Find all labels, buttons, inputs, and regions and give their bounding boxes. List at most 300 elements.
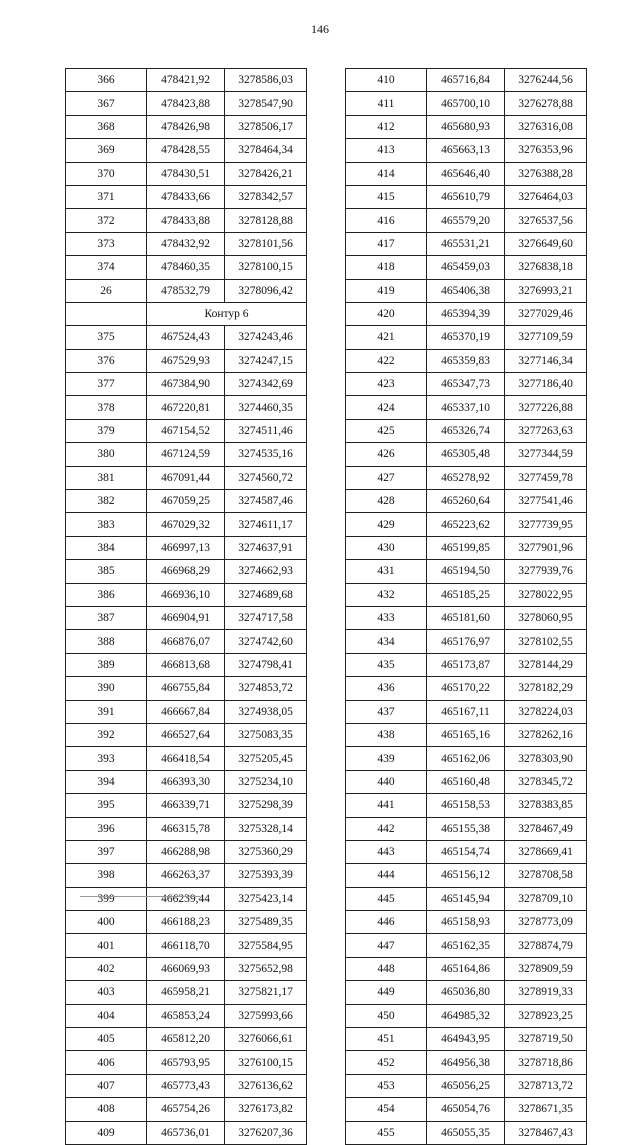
y-coordinate: 3276136,62 [225,1074,307,1097]
table-row [346,583,587,606]
table-row [346,69,587,92]
table-row [66,162,307,185]
x-coordinate: 466339,71 [147,794,225,817]
y-coordinate: 3278096,42 [225,279,307,302]
table-row [66,490,307,513]
y-coordinate: 3274560,72 [225,466,307,489]
point-number: 370 [66,162,147,185]
point-number: 439 [346,747,427,770]
x-coordinate: 466188,23 [147,911,225,934]
y-coordinate: 3278467,43 [505,1121,587,1144]
point-number: 402 [66,957,147,980]
x-coordinate: 466263,37 [147,864,225,887]
point-number: 367 [66,92,147,115]
point-number: 440 [346,770,427,793]
table-row [66,302,307,325]
table-row [346,162,587,185]
x-coordinate: 465853,24 [147,1004,225,1027]
x-coordinate: 465056,25 [427,1074,505,1097]
y-coordinate: 3278102,55 [505,630,587,653]
y-coordinate: 3278467,49 [505,817,587,840]
y-coordinate: 3275652,98 [225,957,307,980]
x-coordinate: 478433,88 [147,209,225,232]
table-row [346,957,587,980]
point-number: 416 [346,209,427,232]
table-row [346,934,587,957]
y-coordinate: 3274460,35 [225,396,307,419]
x-coordinate: 465579,20 [427,209,505,232]
table-row [66,536,307,559]
table-row [66,630,307,653]
y-coordinate: 3278224,03 [505,700,587,723]
y-coordinate: 3278874,79 [505,934,587,957]
point-number: 376 [66,349,147,372]
x-coordinate: 465223,62 [427,513,505,536]
point-number: 391 [66,700,147,723]
point-number: 428 [346,490,427,513]
y-coordinate: 3276173,82 [225,1098,307,1121]
point-number: 366 [66,69,147,92]
y-coordinate: 3277029,46 [505,302,587,325]
table-row [66,887,307,910]
y-coordinate: 3277901,96 [505,536,587,559]
y-coordinate: 3278506,17 [225,115,307,138]
page-number: 146 [311,22,329,36]
y-coordinate: 3278719,50 [505,1028,587,1051]
y-coordinate: 3278708,58 [505,864,587,887]
x-coordinate: 465958,21 [147,981,225,1004]
y-coordinate: 3278773,09 [505,911,587,934]
point-number: 454 [346,1098,427,1121]
table-row [346,326,587,349]
point-number: 414 [346,162,427,185]
y-coordinate: 3277263,63 [505,419,587,442]
x-coordinate: 467384,90 [147,373,225,396]
table-row [66,1074,307,1097]
x-coordinate: 466239,44 [147,887,225,910]
table-row [346,466,587,489]
table-row [346,139,587,162]
y-coordinate: 3276278,88 [505,92,587,115]
table-row [66,723,307,746]
table-row [346,373,587,396]
point-number: 444 [346,864,427,887]
x-coordinate: 466393,30 [147,770,225,793]
x-coordinate: 465165,16 [427,723,505,746]
point-number: 415 [346,185,427,208]
x-coordinate: 465036,80 [427,981,505,1004]
table-row [346,1098,587,1121]
y-coordinate: 3277109,59 [505,326,587,349]
point-number: 433 [346,606,427,629]
table-row [66,934,307,957]
table-row [346,653,587,676]
x-coordinate: 467059,25 [147,490,225,513]
point-number: 379 [66,419,147,442]
y-coordinate: 3278144,29 [505,653,587,676]
table-row [346,630,587,653]
point-number: 429 [346,513,427,536]
footer-divider [80,896,200,897]
y-coordinate: 3277344,59 [505,443,587,466]
table-row [346,1004,587,1027]
table-row [66,256,307,279]
table-row [66,69,307,92]
y-coordinate: 3276353,96 [505,139,587,162]
point-number: 383 [66,513,147,536]
x-coordinate: 465278,92 [427,466,505,489]
y-coordinate: 3278713,72 [505,1074,587,1097]
x-coordinate: 466315,78 [147,817,225,840]
y-coordinate: 3278182,29 [505,677,587,700]
point-number: 404 [66,1004,147,1027]
table-row [66,560,307,583]
y-coordinate: 3275360,29 [225,840,307,863]
table-row [66,794,307,817]
table-row [346,92,587,115]
y-coordinate: 3277939,76 [505,560,587,583]
x-coordinate: 465812,20 [147,1028,225,1051]
x-coordinate: 465663,13 [427,139,505,162]
point-number: 374 [66,256,147,279]
table-row [346,209,587,232]
x-coordinate: 465773,43 [147,1074,225,1097]
table-row [66,326,307,349]
table-row [346,443,587,466]
x-coordinate: 466936,10 [147,583,225,606]
y-coordinate: 3275584,95 [225,934,307,957]
y-coordinate: 3278923,25 [505,1004,587,1027]
x-coordinate: 465646,40 [427,162,505,185]
x-coordinate: 465736,01 [147,1121,225,1144]
coordinates-table-right-body [346,69,587,1145]
x-coordinate: 465680,93 [427,115,505,138]
x-coordinate: 465154,74 [427,840,505,863]
x-coordinate: 478460,35 [147,256,225,279]
table-row [346,256,587,279]
point-number: 441 [346,794,427,817]
table-row [66,349,307,372]
x-coordinate: 478430,51 [147,162,225,185]
table-row [346,396,587,419]
x-coordinate: 465326,74 [427,419,505,442]
y-coordinate: 3277226,88 [505,396,587,419]
x-coordinate: 465155,38 [427,817,505,840]
x-coordinate: 465305,48 [427,443,505,466]
table-row [66,513,307,536]
table-row [66,279,307,302]
y-coordinate: 3278345,72 [505,770,587,793]
point-number: 381 [66,466,147,489]
point-number: 392 [66,723,147,746]
x-coordinate: 478432,92 [147,232,225,255]
point-number: 437 [346,700,427,723]
point-number: 386 [66,583,147,606]
table-row [346,490,587,513]
point-number: 417 [346,232,427,255]
table-row [346,606,587,629]
x-coordinate: 465700,10 [427,92,505,115]
point-number: 390 [66,677,147,700]
point-number: 443 [346,840,427,863]
table-row [66,185,307,208]
y-coordinate: 3275393,39 [225,864,307,887]
point-number: 451 [346,1028,427,1051]
point-number: 388 [66,630,147,653]
x-coordinate: 467154,52 [147,419,225,442]
table-row [346,770,587,793]
y-coordinate: 3278128,88 [225,209,307,232]
x-coordinate: 465610,79 [427,185,505,208]
x-coordinate: 465754,26 [147,1098,225,1121]
point-number: 384 [66,536,147,559]
table-row [66,700,307,723]
table-row [66,115,307,138]
x-coordinate: 465394,39 [427,302,505,325]
point-number: 389 [66,653,147,676]
table-row [66,583,307,606]
point-number: 26 [66,279,147,302]
y-coordinate: 3275489,35 [225,911,307,934]
point-number: 455 [346,1121,427,1144]
contour-header: Контур 6 [147,302,307,325]
x-coordinate: 465158,93 [427,911,505,934]
y-coordinate: 3274243,46 [225,326,307,349]
x-coordinate: 465793,95 [147,1051,225,1074]
y-coordinate: 3274689,68 [225,583,307,606]
x-coordinate: 465194,50 [427,560,505,583]
x-coordinate: 478532,79 [147,279,225,302]
y-coordinate: 3276207,36 [225,1121,307,1144]
point-number: 406 [66,1051,147,1074]
point-number: 447 [346,934,427,957]
y-coordinate: 3275205,45 [225,747,307,770]
x-coordinate: 478423,88 [147,92,225,115]
point-number: 399 [66,887,147,910]
y-coordinate: 3274535,16 [225,443,307,466]
table-row [346,700,587,723]
table-row [66,864,307,887]
point-number: 394 [66,770,147,793]
y-coordinate: 3278909,59 [505,957,587,980]
x-coordinate: 465054,76 [427,1098,505,1121]
table-row [66,606,307,629]
y-coordinate: 3276388,28 [505,162,587,185]
point-number: 453 [346,1074,427,1097]
y-coordinate: 3274742,60 [225,630,307,653]
table-row [346,677,587,700]
table-row [66,957,307,980]
point-number: 407 [66,1074,147,1097]
point-number: 411 [346,92,427,115]
y-coordinate: 3277146,34 [505,349,587,372]
y-coordinate: 3274798,41 [225,653,307,676]
table-row [346,1074,587,1097]
table-row [346,419,587,442]
x-coordinate: 465164,86 [427,957,505,980]
x-coordinate: 465145,94 [427,887,505,910]
point-number: 413 [346,139,427,162]
y-coordinate: 3276838,18 [505,256,587,279]
point-number: 449 [346,981,427,1004]
point-number: 401 [66,934,147,957]
x-coordinate: 465347,73 [427,373,505,396]
table-row [346,185,587,208]
x-coordinate: 465459,03 [427,256,505,279]
table-row [346,1121,587,1144]
coordinates-table-left [65,68,307,1145]
y-coordinate: 3275083,35 [225,723,307,746]
point-number: 435 [346,653,427,676]
x-coordinate: 465185,25 [427,583,505,606]
point-number: 398 [66,864,147,887]
x-coordinate: 465716,84 [427,69,505,92]
table-row [66,817,307,840]
point-number: 385 [66,560,147,583]
y-coordinate: 3275298,39 [225,794,307,817]
x-coordinate: 466997,13 [147,536,225,559]
point-number: 434 [346,630,427,653]
table-row [346,513,587,536]
point-number: 387 [66,606,147,629]
point-number: 378 [66,396,147,419]
table-row [346,817,587,840]
point-number: 393 [66,747,147,770]
table-row [346,1051,587,1074]
table-row [66,1004,307,1027]
table-row [66,653,307,676]
point-number: 375 [66,326,147,349]
point-number: 380 [66,443,147,466]
y-coordinate: 3277739,95 [505,513,587,536]
table-row [66,1121,307,1144]
x-coordinate: 465158,53 [427,794,505,817]
y-coordinate: 3278342,57 [225,185,307,208]
x-coordinate: 466876,07 [147,630,225,653]
point-number: 446 [346,911,427,934]
point-number: 418 [346,256,427,279]
point-number: 436 [346,677,427,700]
point-number: 368 [66,115,147,138]
table-row [66,747,307,770]
table-row [346,981,587,1004]
point-number: 371 [66,185,147,208]
point-number: 395 [66,794,147,817]
table-row [66,1028,307,1051]
x-coordinate: 466527,64 [147,723,225,746]
x-coordinate: 465370,19 [427,326,505,349]
y-coordinate: 3274511,46 [225,419,307,442]
point-number: 420 [346,302,427,325]
point-number: 452 [346,1051,427,1074]
y-coordinate: 3276244,56 [505,69,587,92]
y-coordinate: 3274611,17 [225,513,307,536]
y-coordinate: 3277459,78 [505,466,587,489]
point-number: 431 [346,560,427,583]
x-coordinate: 464985,32 [427,1004,505,1027]
y-coordinate: 3278709,10 [505,887,587,910]
table-row [346,232,587,255]
empty-cell [66,302,147,325]
y-coordinate: 3276993,21 [505,279,587,302]
x-coordinate: 466904,91 [147,606,225,629]
x-coordinate: 465162,35 [427,934,505,957]
point-number: 423 [346,373,427,396]
table-row [346,794,587,817]
y-coordinate: 3278671,35 [505,1098,587,1121]
table-row [66,981,307,1004]
x-coordinate: 465162,06 [427,747,505,770]
y-coordinate: 3275234,10 [225,770,307,793]
y-coordinate: 3274938,05 [225,700,307,723]
x-coordinate: 478426,98 [147,115,225,138]
table-row [66,396,307,419]
point-number: 409 [66,1121,147,1144]
x-coordinate: 465156,12 [427,864,505,887]
point-number: 377 [66,373,147,396]
table-row [66,373,307,396]
x-coordinate: 465055,35 [427,1121,505,1144]
table-row [346,536,587,559]
coordinates-table-right [345,68,587,1145]
x-coordinate: 467529,93 [147,349,225,372]
table-row [66,419,307,442]
x-coordinate: 466755,84 [147,677,225,700]
point-number: 422 [346,349,427,372]
point-number: 403 [66,981,147,1004]
y-coordinate: 3278060,95 [505,606,587,629]
table-row [66,911,307,934]
y-coordinate: 3278426,21 [225,162,307,185]
point-number: 419 [346,279,427,302]
table-row [66,139,307,162]
x-coordinate: 465406,38 [427,279,505,302]
x-coordinate: 465167,11 [427,700,505,723]
y-coordinate: 3275993,66 [225,1004,307,1027]
y-coordinate: 3278718,86 [505,1051,587,1074]
y-coordinate: 3278547,90 [225,92,307,115]
point-number: 400 [66,911,147,934]
x-coordinate: 466118,70 [147,934,225,957]
point-number: 405 [66,1028,147,1051]
point-number: 382 [66,490,147,513]
y-coordinate: 3274637,91 [225,536,307,559]
y-coordinate: 3274662,93 [225,560,307,583]
x-coordinate: 465531,21 [427,232,505,255]
table-row [346,747,587,770]
y-coordinate: 3278303,90 [505,747,587,770]
y-coordinate: 3274853,72 [225,677,307,700]
y-coordinate: 3274342,69 [225,373,307,396]
y-coordinate: 3278022,95 [505,583,587,606]
point-number: 425 [346,419,427,442]
table-row [66,840,307,863]
point-number: 397 [66,840,147,863]
point-number: 369 [66,139,147,162]
table-row [346,302,587,325]
y-coordinate: 3278464,34 [225,139,307,162]
y-coordinate: 3278101,56 [225,232,307,255]
table-row [66,770,307,793]
x-coordinate: 478433,66 [147,185,225,208]
table-row [346,349,587,372]
y-coordinate: 3274587,46 [225,490,307,513]
y-coordinate: 3276316,08 [505,115,587,138]
x-coordinate: 465337,10 [427,396,505,419]
x-coordinate: 465176,97 [427,630,505,653]
point-number: 408 [66,1098,147,1121]
y-coordinate: 3275328,14 [225,817,307,840]
